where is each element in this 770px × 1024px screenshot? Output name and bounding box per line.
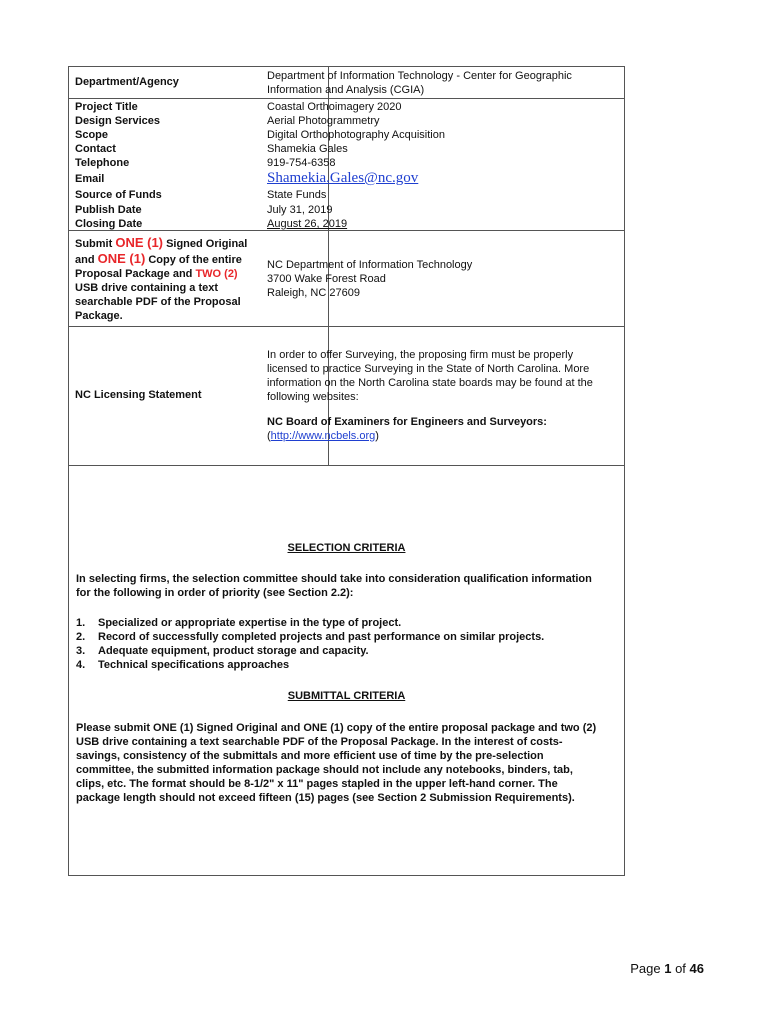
source-of-funds-label: Source of Funds [75, 189, 162, 201]
criteria-item: Specialized or appropriate expertise in the type of project. [98, 617, 402, 629]
selection-intro-line2: for the following in order of priority (see Section 2.2): [76, 587, 354, 599]
submittal-line: clips, etc. The format should be 8-1/2" x 11" pages stapled in the upper left-hand corner. The [76, 778, 558, 790]
design-services-label: Design Services [75, 115, 160, 127]
design-services-value: Aerial Photogrammetry [267, 115, 380, 127]
source-of-funds-value: State Funds [267, 189, 327, 201]
project-title-label: Project Title [75, 101, 138, 113]
licensing-label: NC Licensing Statement [75, 389, 202, 401]
scope-label: Scope [75, 129, 109, 141]
telephone-value: 919-754-6358 [267, 157, 336, 169]
department-value-line1: Department of Information Technology - Center for Geographic [267, 70, 572, 82]
email-link[interactable]: Shamekia.Gales@nc.gov [267, 170, 419, 186]
address-line2: 3700 Wake Forest Road [267, 273, 386, 285]
submittal-line: Please submit ONE (1) Signed Original and ONE (1) copy of the entire proposal package and two (2) [76, 722, 597, 734]
address-line3: Raleigh, NC 27609 [267, 287, 360, 299]
submittal-line: committee, the submitted information package should not include any notebooks, binders, tab, [76, 764, 573, 776]
proposal-info-table [68, 66, 625, 876]
licensing-text-line1: In order to offer Surveying, the proposing firm must be properly [267, 349, 574, 361]
row-divider [69, 465, 624, 466]
row-divider [69, 326, 624, 327]
submit-line5: searchable PDF of the Proposal [75, 296, 241, 308]
closing-date-label: Closing Date [75, 218, 143, 230]
submit-line3: Proposal Package and TWO (2) [75, 268, 238, 280]
publish-date-value: July 31, 2019 [267, 204, 333, 216]
contact-label: Contact [75, 143, 116, 155]
publish-date-label: Publish Date [75, 204, 142, 216]
submit-line6: Package. [75, 310, 123, 322]
submit-line2: and ONE (1) Copy of the entire [75, 251, 242, 266]
project-title-value: Coastal Orthoimagery 2020 [267, 101, 402, 113]
criteria-item: Record of successfully completed projects and past performance on similar projects. [98, 631, 545, 643]
closing-date-value: August 26, 2019 [267, 218, 348, 230]
selection-criteria-heading: SELECTION CRITERIA [287, 542, 406, 554]
board-name: NC Board of Examiners for Engineers and Surveyors: [267, 416, 547, 428]
red-two-usb: TWO (2) [195, 268, 238, 280]
licensing-text-line3: information on the North Carolina state boards may be found at the [267, 377, 593, 389]
licensing-text-line2: licensed to practice Surveying in the State of North Carolina. More [267, 363, 590, 375]
criteria-item: Technical specifications approaches [98, 659, 290, 671]
submit-line4: USB drive containing a text [75, 282, 219, 294]
criteria-num: 3. [76, 645, 86, 657]
scope-value: Digital Orthophotography Acquisition [267, 129, 445, 141]
submittal-line: savings, consistency of the submittals and more efficient use of time by the pre-selection [76, 750, 544, 762]
criteria-num: 4. [76, 659, 86, 671]
submit-line1: Submit ONE (1) Signed Original [75, 235, 248, 250]
red-one-copy-b: ONE (1) [97, 251, 146, 266]
ncbels-link[interactable]: http://www.ncbels.org [270, 430, 376, 442]
selection-intro-line1: In selecting firms, the selection committee should take into consideration qualification information [76, 573, 592, 585]
email-label: Email [75, 173, 105, 185]
board-link-line: (http://www.ncbels.org) [267, 430, 379, 442]
submittal-line: USB drive containing a text searchable PDF of the Proposal Package. In the interest of costs- [76, 736, 563, 748]
department-value-line2: Information and Analysis (CGIA) [267, 84, 425, 96]
criteria-num: 2. [76, 631, 86, 643]
contact-value: Shamekia Gales [267, 143, 348, 155]
department-label: Department/Agency [75, 76, 179, 88]
telephone-label: Telephone [75, 157, 130, 169]
submittal-criteria-heading: SUBMITTAL CRITERIA [287, 690, 406, 702]
red-one-copy-a: ONE (1) [115, 235, 164, 250]
criteria-num: 1. [76, 617, 86, 629]
address-line1: NC Department of Information Technology [267, 259, 473, 271]
page-number: Page 1 of 46 [630, 961, 704, 976]
licensing-text-line4: following websites: [267, 391, 359, 403]
row-divider [69, 98, 624, 99]
submittal-line: package length should not exceed fifteen (15) pages (see Section 2 Submission Requirements). [76, 792, 575, 804]
criteria-item: Adequate equipment, product storage and capacity. [98, 645, 369, 657]
